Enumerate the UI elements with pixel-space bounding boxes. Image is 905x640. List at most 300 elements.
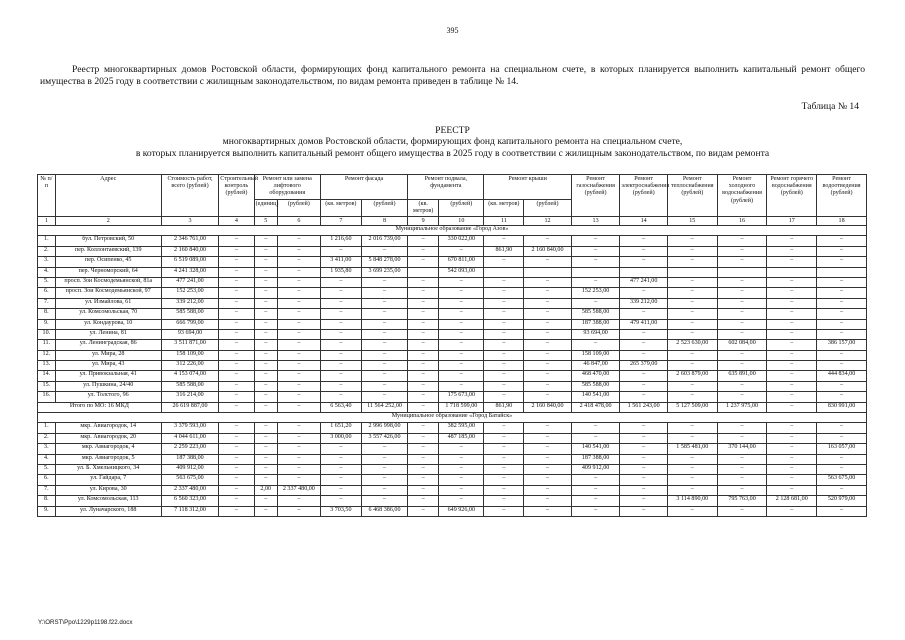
row-value: – [361, 319, 407, 329]
row-value: – [408, 465, 439, 475]
table-row [38, 319, 867, 329]
title-line-2: многоквартирных домов Ростовской области, формирующих фонд капитального ремонта на специальном счете, [222, 136, 683, 148]
table-row [38, 381, 867, 391]
table-row [38, 298, 867, 308]
row-number: 1. [38, 236, 56, 246]
row-value: – [817, 381, 867, 391]
row-value: – [408, 246, 439, 256]
row-address: мкр. Авиагородок, 4 [55, 444, 161, 454]
row-value: – [667, 319, 717, 329]
row-value: – [767, 361, 817, 371]
row-value: – [439, 246, 484, 256]
section-title: Муниципальное образование «Город Батайск» [38, 413, 867, 423]
row-value: – [484, 236, 524, 246]
row-value: 2 128 681,00 [767, 496, 817, 506]
row-value: – [277, 423, 320, 433]
row-number: 2. [38, 246, 56, 256]
total-value: 861,90 [484, 402, 524, 412]
row-value: – [717, 309, 767, 319]
row-number: 12. [38, 350, 56, 360]
header-drain: Ремонт водоотведения (рублей) [817, 175, 867, 217]
row-value: 2 603 879,00 [667, 371, 717, 381]
row-value: – [320, 288, 361, 298]
row-value: 6 560 323,00 [161, 496, 218, 506]
row-value: – [817, 236, 867, 246]
row-value: 158 109,00 [571, 350, 620, 360]
total-value: – [767, 402, 817, 412]
row-value: – [620, 496, 668, 506]
row-value [571, 267, 620, 277]
row-value: – [767, 506, 817, 516]
row-value: – [219, 267, 254, 277]
row-value: 563 675,00 [817, 475, 867, 485]
row-value: – [361, 454, 407, 464]
row-value: – [524, 485, 572, 495]
column-number: 7 [320, 217, 361, 226]
row-value: – [667, 298, 717, 308]
row-value: – [439, 361, 484, 371]
row-value: – [408, 392, 439, 402]
row-value: – [320, 329, 361, 339]
row-value: 3 000,00 [320, 433, 361, 443]
row-value: – [524, 381, 572, 391]
row-value: – [408, 361, 439, 371]
row-value: – [767, 319, 817, 329]
row-value: – [277, 475, 320, 485]
row-value: – [277, 444, 320, 454]
row-value: – [620, 340, 668, 350]
row-value: 158 109,00 [161, 350, 218, 360]
row-value: 386 157,00 [817, 340, 867, 350]
row-value: – [361, 496, 407, 506]
subheader-rub: (рублей) [361, 199, 407, 216]
table-row [38, 288, 867, 298]
row-value: – [524, 298, 572, 308]
row-value: 46 847,00 [571, 361, 620, 371]
row-number: 7. [38, 485, 56, 495]
row-value: 670 811,00 [439, 257, 484, 267]
row-value: – [620, 506, 668, 516]
row-value: – [767, 309, 817, 319]
row-address: ул. Толстого, 96 [55, 392, 161, 402]
row-value: – [361, 475, 407, 485]
row-value: – [484, 309, 524, 319]
table-row [38, 392, 867, 402]
row-value: – [484, 465, 524, 475]
row-value: 3 379 593,00 [161, 423, 218, 433]
row-value: 187 388,00 [571, 454, 620, 464]
column-number: 18 [817, 217, 867, 226]
title-line-3: в которых планируется выполнить капитальный ремонт общего имущества в 2025 году в соответствии с жилищным законодательством, по видам ремонта [135, 147, 770, 159]
table-row [38, 475, 867, 485]
row-value: – [667, 465, 717, 475]
row-value: – [667, 454, 717, 464]
row-value: – [408, 350, 439, 360]
row-value: – [571, 433, 620, 443]
row-value: – [717, 465, 767, 475]
column-number: 16 [717, 217, 767, 226]
row-value: – [767, 277, 817, 287]
row-value: – [277, 319, 320, 329]
row-value: – [219, 485, 254, 495]
row-value: – [320, 319, 361, 329]
row-value: – [277, 309, 320, 319]
table-header [38, 175, 867, 226]
table-row [38, 496, 867, 506]
row-value: 152 253,00 [571, 288, 620, 298]
row-value: 2 337 480,00 [161, 485, 218, 495]
total-value: 2 160 840,00 [524, 402, 572, 412]
row-value: 1 216,60 [320, 236, 361, 246]
subheader-rub: (рублей) [524, 199, 572, 216]
row-value: – [524, 392, 572, 402]
total-value: – [277, 402, 320, 412]
row-value: – [361, 340, 407, 350]
column-number: 6 [277, 217, 320, 226]
column-number: 4 [219, 217, 254, 226]
row-value: – [667, 277, 717, 287]
row-value: – [408, 496, 439, 506]
row-value: – [817, 423, 867, 433]
row-value: – [717, 246, 767, 256]
row-value: – [277, 433, 320, 443]
row-value: – [219, 350, 254, 360]
row-value: – [667, 236, 717, 246]
row-number: 13. [38, 361, 56, 371]
section-title: Муниципальное образование «Город Азов» [38, 226, 867, 236]
total-value: 11 564 252,00 [361, 402, 407, 412]
row-value: – [277, 350, 320, 360]
table-row [38, 465, 867, 475]
row-value: 316 214,00 [161, 392, 218, 402]
row-value: – [817, 465, 867, 475]
row-value: – [254, 381, 277, 391]
row-value: 861,90 [484, 246, 524, 256]
row-value: – [817, 454, 867, 464]
row-value: – [277, 381, 320, 391]
row-value: – [717, 319, 767, 329]
row-value: – [219, 371, 254, 381]
row-address: ул. Кондаурова, 10 [55, 319, 161, 329]
row-value [524, 267, 572, 277]
column-number: 13 [571, 217, 620, 226]
row-value: – [254, 277, 277, 287]
row-value: – [667, 329, 717, 339]
row-value: 140 541,00 [571, 392, 620, 402]
total-value: – [408, 402, 439, 412]
total-value: 830 991,00 [817, 402, 867, 412]
header-facade: Ремонт фасада [320, 175, 407, 200]
row-value: 175 673,00 [439, 392, 484, 402]
row-value: – [254, 454, 277, 464]
row-value: – [408, 257, 439, 267]
row-number: 16. [38, 392, 56, 402]
row-value: – [620, 444, 668, 454]
row-value: 3 411,00 [320, 257, 361, 267]
row-number: 5. [38, 277, 56, 287]
row-value: 93 694,00 [571, 329, 620, 339]
row-address: просп. Зои Космодемьянской, 81а [55, 277, 161, 287]
row-value: – [484, 423, 524, 433]
row-value: – [767, 465, 817, 475]
row-value: 542 093,00 [439, 267, 484, 277]
column-number: 10 [439, 217, 484, 226]
row-value: – [219, 288, 254, 298]
subheader-rub: (рублей) [439, 199, 484, 216]
row-address: ул. Комсомольская, 113 [55, 496, 161, 506]
row-value: – [361, 246, 407, 256]
row-value: – [571, 298, 620, 308]
table-row [38, 485, 867, 495]
row-value: – [254, 423, 277, 433]
row-value: – [277, 361, 320, 371]
row-value: – [620, 465, 668, 475]
row-value: – [408, 454, 439, 464]
header-gas: Ремонт газоснабжения (рублей) [571, 175, 620, 217]
row-value: – [484, 496, 524, 506]
row-value: – [254, 465, 277, 475]
row-address: мкр. Авиагородок, 5 [55, 454, 161, 464]
row-value: – [817, 329, 867, 339]
table-row [38, 236, 867, 246]
row-address: ул. Пушкина, 24/40 [55, 381, 161, 391]
row-value: – [361, 277, 407, 287]
row-value: – [717, 361, 767, 371]
row-number: 1. [38, 423, 56, 433]
column-number: 14 [620, 217, 668, 226]
row-value: – [254, 361, 277, 371]
table-body [38, 226, 867, 517]
row-value: – [408, 236, 439, 246]
row-address: мкр. Авиагородок, 20 [55, 433, 161, 443]
row-value: – [817, 277, 867, 287]
row-value: – [219, 277, 254, 287]
row-value: – [524, 361, 572, 371]
row-value: – [219, 329, 254, 339]
row-value: – [484, 506, 524, 516]
row-value: 370 144,00 [717, 444, 767, 454]
row-value: – [817, 257, 867, 267]
row-address: ул. Мира, 28 [55, 350, 161, 360]
row-address: ул. Луначарского, 188 [55, 506, 161, 516]
row-value: – [408, 433, 439, 443]
row-value: 409 912,00 [161, 465, 218, 475]
row-value: – [408, 506, 439, 516]
table-row [38, 454, 867, 464]
row-value: 2 160 840,00 [524, 246, 572, 256]
row-value: – [254, 298, 277, 308]
row-value [620, 267, 668, 277]
section-row [38, 413, 867, 423]
row-value: – [717, 454, 767, 464]
row-value: – [717, 485, 767, 495]
total-value: 1 561 243,00 [620, 402, 668, 412]
row-value: – [408, 485, 439, 495]
row-value: – [717, 236, 767, 246]
row-value: – [408, 423, 439, 433]
column-number: 17 [767, 217, 817, 226]
row-value: – [817, 246, 867, 256]
row-value: – [277, 506, 320, 516]
row-value: – [361, 309, 407, 319]
total-value: 5 127 509,00 [667, 402, 717, 412]
row-value: – [767, 475, 817, 485]
header-control: Строительный контроль (рублей) [219, 175, 254, 217]
row-value: – [439, 329, 484, 339]
row-value: – [620, 454, 668, 464]
header-roof: Ремонт крыши [484, 175, 571, 200]
row-number: 14. [38, 371, 56, 381]
row-value: 468 470,00 [571, 371, 620, 381]
row-value: – [219, 340, 254, 350]
row-value: – [667, 485, 717, 495]
title-line-1: РЕЕСТР [435, 125, 470, 136]
row-number: 4. [38, 267, 56, 277]
row-value: – [277, 246, 320, 256]
row-value: – [571, 506, 620, 516]
row-value: 4 044 611,00 [161, 433, 218, 443]
row-value: – [361, 298, 407, 308]
row-value: – [524, 465, 572, 475]
row-value: 585 588,00 [161, 309, 218, 319]
row-value: – [484, 433, 524, 443]
row-value: – [524, 444, 572, 454]
row-value: – [717, 288, 767, 298]
row-value: – [254, 350, 277, 360]
row-value: 602 084,00 [717, 340, 767, 350]
table-row [38, 257, 867, 267]
row-value: – [320, 298, 361, 308]
header-heat: Ремонт теплоснабжения (рублей) [667, 175, 717, 217]
row-value: 444 834,00 [817, 371, 867, 381]
row-value: – [219, 465, 254, 475]
row-value: 339 212,00 [161, 298, 218, 308]
row-value: 585 588,00 [161, 381, 218, 391]
row-value: – [361, 288, 407, 298]
row-value: – [439, 454, 484, 464]
row-value: – [219, 319, 254, 329]
row-value: – [254, 288, 277, 298]
row-value: – [571, 340, 620, 350]
subheader-sqm: (кв. метров) [320, 199, 361, 216]
row-value: 187 388,00 [571, 319, 620, 329]
row-value: 4 153 074,00 [161, 371, 218, 381]
row-value: – [817, 350, 867, 360]
row-value: – [254, 329, 277, 339]
row-value: – [320, 454, 361, 464]
row-value: – [571, 246, 620, 256]
total-value: 1 718 599,00 [439, 402, 484, 412]
row-address: ул. Привокзальная, 41 [55, 371, 161, 381]
row-value: – [717, 329, 767, 339]
column-number: 2 [55, 217, 161, 226]
row-value: – [408, 329, 439, 339]
table-row [38, 267, 867, 277]
row-value: – [667, 361, 717, 371]
row-value: – [277, 329, 320, 339]
row-value: – [277, 277, 320, 287]
row-value: – [408, 371, 439, 381]
row-value: – [484, 319, 524, 329]
row-value: – [484, 277, 524, 287]
row-number: 7. [38, 298, 56, 308]
row-value: – [571, 423, 620, 433]
row-value: – [361, 329, 407, 339]
row-value: – [277, 454, 320, 464]
row-value: – [439, 475, 484, 485]
row-value: – [667, 350, 717, 360]
row-value: – [767, 444, 817, 454]
row-value: 187 388,00 [161, 454, 218, 464]
row-value: – [254, 392, 277, 402]
row-value: – [439, 309, 484, 319]
subheader-rub: (рублей) [277, 199, 320, 216]
row-value: – [320, 475, 361, 485]
registry-title [40, 125, 865, 159]
row-value: – [524, 236, 572, 246]
table-row [38, 246, 867, 256]
row-value: – [667, 246, 717, 256]
row-address: ул. Измайлова, 61 [55, 298, 161, 308]
row-value: – [320, 309, 361, 319]
row-value: – [817, 309, 867, 319]
row-value: – [817, 392, 867, 402]
row-value: 795 763,00 [717, 496, 767, 506]
row-value: – [524, 329, 572, 339]
row-value: – [767, 257, 817, 267]
row-value: – [484, 392, 524, 402]
row-value: – [717, 350, 767, 360]
row-value: – [219, 236, 254, 246]
row-value: – [408, 319, 439, 329]
row-value: 477 241,00 [161, 277, 218, 287]
row-value: – [667, 309, 717, 319]
row-number: 11. [38, 340, 56, 350]
row-value: 265 379,00 [620, 361, 668, 371]
row-value: – [620, 236, 668, 246]
row-value: – [620, 423, 668, 433]
row-value: – [361, 485, 407, 495]
row-value: – [817, 506, 867, 516]
row-value: – [817, 319, 867, 329]
row-value: 163 057,00 [817, 444, 867, 454]
row-value: – [767, 423, 817, 433]
row-value: – [717, 433, 767, 443]
row-value: – [484, 298, 524, 308]
row-number: 5. [38, 465, 56, 475]
file-path-footer: Y:\ORST\Ppo\1229p1198.f22.docx [38, 619, 133, 626]
row-value: 3 699 235,00 [361, 267, 407, 277]
row-value: – [817, 361, 867, 371]
row-value: – [408, 288, 439, 298]
row-value: – [524, 454, 572, 464]
row-value: 479 411,00 [620, 319, 668, 329]
row-value: – [524, 371, 572, 381]
row-value: – [667, 506, 717, 516]
row-value: 1 935,80 [320, 267, 361, 277]
row-value: – [620, 309, 668, 319]
row-value: 382 595,00 [439, 423, 484, 433]
row-value: – [484, 371, 524, 381]
row-value: 520 979,00 [817, 496, 867, 506]
column-number: 11 [484, 217, 524, 226]
row-address: ул. Ленина, 81 [55, 329, 161, 339]
row-value: – [361, 392, 407, 402]
row-value: – [620, 350, 668, 360]
column-numbers-row [38, 217, 867, 226]
table-row [38, 371, 867, 381]
row-value: – [219, 433, 254, 443]
